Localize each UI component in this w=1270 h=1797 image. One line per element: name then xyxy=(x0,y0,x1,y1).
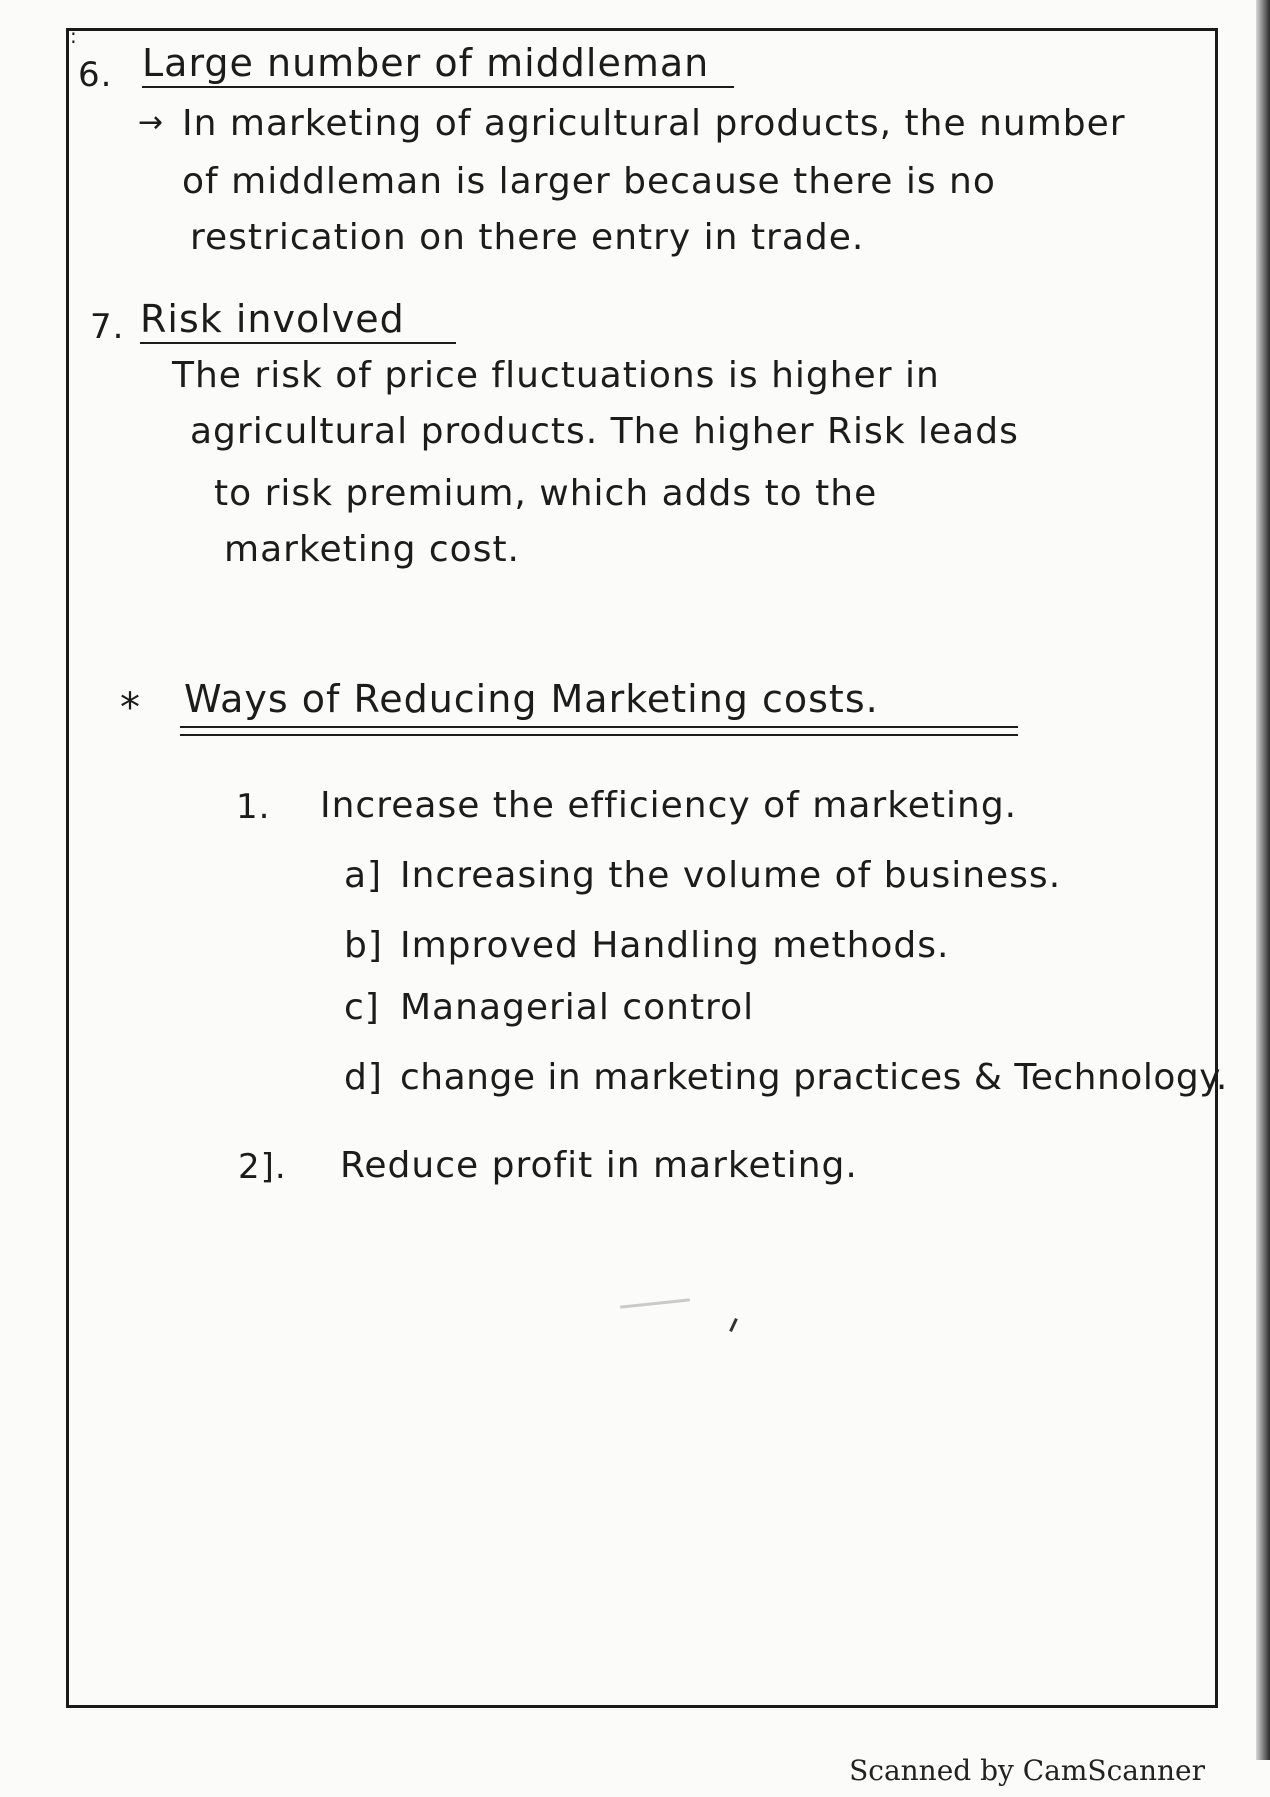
item-1-number: 1. xyxy=(236,787,271,827)
section-7-line-4: marketing cost. xyxy=(224,529,521,570)
section-7-line-1: The risk of price fluctuations is higher in xyxy=(172,355,940,396)
ways-heading-underline-1 xyxy=(180,726,1018,728)
item-2-number: 2]. xyxy=(238,1147,287,1187)
section-6-line-1: In marketing of agricultural products, the number xyxy=(182,103,1126,144)
arrow-icon: → xyxy=(138,105,165,140)
subitem-a-text: Increasing the volume of business. xyxy=(400,855,1062,896)
section-6-heading: Large number of middleman xyxy=(142,44,734,88)
subitem-a-label: a] xyxy=(344,855,383,896)
page-edge-shadow xyxy=(1256,0,1270,1760)
subitem-d-text: change in marketing practices & Technology. xyxy=(400,1057,1228,1098)
section-7-line-3: to risk premium, which adds to the xyxy=(214,473,878,514)
subitem-c-text: Managerial control xyxy=(400,987,755,1028)
corner-dots: : xyxy=(70,24,77,48)
ways-heading: Ways of Reducing Marketing costs. xyxy=(184,677,879,721)
section-6-number: 6. xyxy=(78,55,113,95)
scanner-watermark: Scanned by CamScanner xyxy=(849,1754,1205,1787)
subitem-d-label: d] xyxy=(344,1057,383,1098)
subitem-c-label: c] xyxy=(344,987,380,1028)
section-7-line-2: agricultural products. The higher Risk leads xyxy=(190,411,1019,452)
item-1-text: Increase the efficiency of marketing. xyxy=(320,785,1018,826)
item-2-text: Reduce profit in marketing. xyxy=(340,1145,858,1186)
section-6-line-3: restrication on there entry in trade. xyxy=(190,217,865,258)
section-6-line-2: of middleman is larger because there is no xyxy=(182,161,996,202)
subitem-b-label: b] xyxy=(344,925,383,966)
section-7-heading: Risk involved xyxy=(140,300,456,344)
star-bullet-icon: * xyxy=(120,685,141,731)
ways-heading-underline-2 xyxy=(180,734,1018,736)
section-7-number: 7. xyxy=(90,307,125,347)
subitem-b-text: Improved Handling methods. xyxy=(400,925,950,966)
